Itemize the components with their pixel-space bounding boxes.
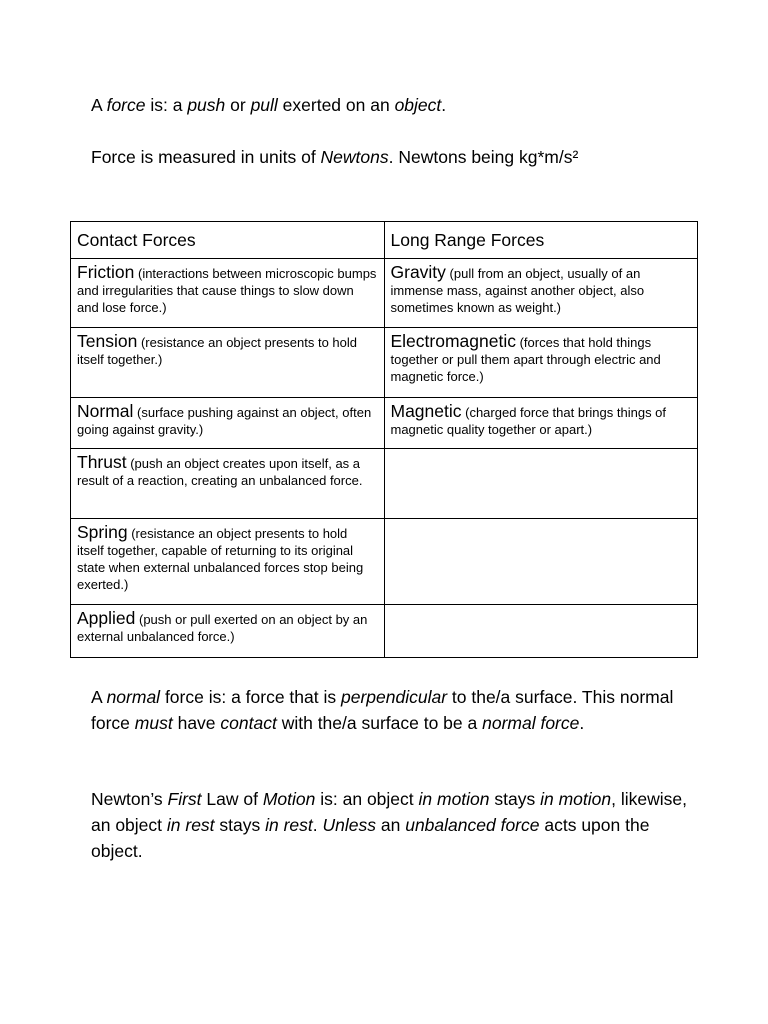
cell-empty bbox=[384, 519, 698, 605]
term-electromagnetic: Electromagnetic bbox=[390, 331, 516, 351]
forces-table bbox=[70, 221, 698, 658]
cell-empty bbox=[384, 449, 698, 519]
term-tension: Tension bbox=[77, 331, 138, 351]
term-normal: Normal bbox=[77, 401, 134, 421]
term-applied: Applied bbox=[77, 608, 136, 628]
force-definition: A force is: a push or pull exerted on an object. bbox=[91, 95, 447, 115]
normal-force-note: A normal force is: a force that is perpendicular to the/a surface. This normal force must have contact with the/a surface to be a normal force. bbox=[91, 687, 674, 733]
term-gravity: Gravity bbox=[390, 262, 446, 282]
cell-electromagnetic: Electromagnetic (forces that hold things together or pull them apart through electric and magnetic force.) bbox=[384, 328, 698, 398]
first-law-note: Newton’s First Law of Motion is: an object in motion stays in motion, likewise, an object in rest stays in rest. Unless an unbalanced force acts upon the object. bbox=[91, 789, 687, 861]
term-spring: Spring bbox=[77, 522, 128, 542]
table-row bbox=[71, 398, 698, 449]
cell-magnetic: Magnetic (charged force that brings things of magnetic quality together or apart.) bbox=[384, 398, 698, 449]
table-row bbox=[71, 259, 698, 328]
cell-tension: Tension (resistance an object presents to hold itself together.) bbox=[71, 328, 385, 398]
table-header-row bbox=[71, 222, 698, 259]
cell-friction: Friction (interactions between microscopic bumps and irregularities that cause things to slow down and lose force.) bbox=[71, 259, 385, 328]
table-row bbox=[71, 519, 698, 605]
cell-gravity: Gravity (pull from an object, usually of an immense mass, against another object, also sometimes known as weight.) bbox=[384, 259, 698, 328]
cell-applied: Applied (push or pull exerted on an object by an external unbalanced force.) bbox=[71, 605, 385, 658]
cell-spring: Spring (resistance an object presents to hold itself together, capable of returning to its original state when external unbalanced forces stop being exerted.) bbox=[71, 519, 385, 605]
cell-empty bbox=[384, 605, 698, 658]
table-row bbox=[71, 605, 698, 658]
header-contact-forces: Contact Forces bbox=[71, 222, 385, 259]
cell-normal: Normal (surface pushing against an object, often going against gravity.) bbox=[71, 398, 385, 449]
term-thrust: Thrust bbox=[77, 452, 127, 472]
term-magnetic: Magnetic bbox=[390, 401, 462, 421]
header-long-range-forces: Long Range Forces bbox=[384, 222, 698, 259]
force-units: Force is measured in units of Newtons. Newtons being kg*m/s² bbox=[91, 147, 579, 167]
table-row bbox=[71, 449, 698, 519]
cell-thrust: Thrust (push an object creates upon itself, as a result of a reaction, creating an unbalanced force. bbox=[71, 449, 385, 519]
term-friction: Friction bbox=[77, 262, 135, 282]
table-row bbox=[71, 328, 698, 398]
